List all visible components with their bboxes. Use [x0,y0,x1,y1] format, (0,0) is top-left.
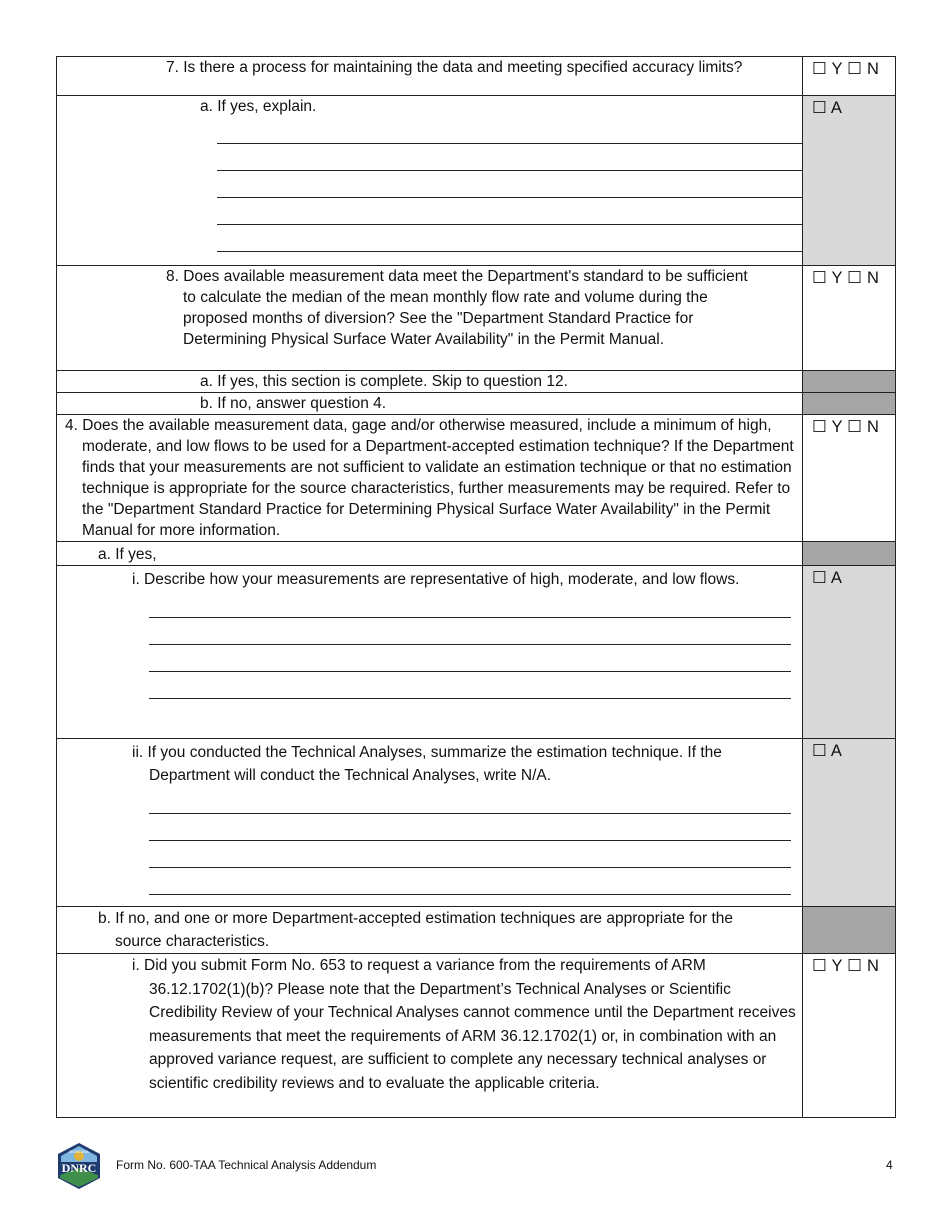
question-7a-answer-checkbox[interactable]: ☐ A [812,99,843,117]
question-4b-i-answer-cell [803,954,896,1118]
question-4-text: 4. Does the available measurement data, gage and/or otherwise measured, include a minimum of high, moderate, and low flows to be used for a Department-accepted estimation technique? If the Department finds that your measurements are not sufficient to validate an estimation technique or that no estimation technique is appropriate for the source characteristics, further measurements may be required. Refer to the "Department Standard Practice for Determining Physical Surface Water Availability" in the Permit Manual for more information. [65,417,794,539]
question-7-cell [57,57,803,96]
question-4b-shaded-cell [803,907,896,954]
answer-line[interactable] [149,591,791,618]
question-8-cell [57,266,803,371]
question-8a-row [57,371,896,393]
question-4b-cell [57,907,803,954]
question-4a-i-cell [57,566,803,739]
question-7-yes-no-checkbox[interactable]: ☐ Y ☐ N [812,60,880,78]
question-4-row [57,415,896,542]
question-4a-cell [57,542,803,566]
question-8b-shaded-cell [803,393,896,415]
question-4b-i-row [57,954,896,1118]
answer-line[interactable] [149,618,791,645]
question-7a-answer-lines[interactable] [217,117,842,252]
question-8b-cell [57,393,803,415]
question-8a-text: a. If yes, this section is complete. Skip to question 12. [200,373,568,390]
question-4a-shaded-cell [803,542,896,566]
footer-form-name: Form No. 600-TAA Technical Analysis Addendum [116,1158,377,1172]
dnrc-logo [55,1142,103,1190]
answer-line[interactable] [217,117,842,144]
question-8a-cell [57,371,803,393]
answer-line[interactable] [149,645,791,672]
question-4a-i-row [57,566,896,739]
answer-line[interactable] [149,868,791,895]
question-8-row [57,266,896,371]
question-7-text: 7. Is there a process for maintaining the data and meeting specified accuracy limits? [166,59,743,76]
question-7-row [57,57,896,96]
question-8-text: 8. Does available measurement data meet the Department's standard to be sufficient to calculate the median of the mean monthly flow rate and volume during the proposed months of diversion? See the "Department Standard Practice for Determining Physical Surface Water Availability" in the Permit Manual. [166,268,748,348]
answer-line[interactable] [217,198,842,225]
question-4b-i-yes-no-checkbox[interactable]: ☐ Y ☐ N [812,957,880,975]
question-7a-row [57,96,896,266]
question-4a-ii-answer-lines[interactable] [149,787,791,895]
question-4a-i-answer-lines[interactable] [149,591,791,699]
answer-line[interactable] [149,841,791,868]
answer-line[interactable] [149,814,791,841]
question-4a-ii-answer-checkbox[interactable]: ☐ A [812,742,843,760]
question-7a-text: a. If yes, explain. [200,98,317,115]
question-8b-text: b. If no, answer question 4. [200,395,387,412]
answer-line[interactable] [149,787,791,814]
logo-main-text: DNRC [61,1161,97,1175]
form-table [56,56,896,1118]
question-8-answer-cell [803,266,896,371]
question-4-yes-no-checkbox[interactable]: ☐ Y ☐ N [812,418,880,436]
question-4b-text: b. If no, and one or more Department-accepted estimation techniques are appropriate for the source characteristics. [98,910,734,950]
answer-line[interactable] [217,171,842,198]
question-4a-ii-answer-cell [803,739,896,907]
question-8-yes-no-checkbox[interactable]: ☐ Y ☐ N [812,269,880,287]
question-4b-i-text: i. Did you submit Form No. 653 to request a variance from the requirements of ARM 36.12.1702(1)(b)? Please note that the Department’s Technical Analyses or Scientific Credibility Review of your Technical Analyses cannot commence until the Department receives measurements that meet the requirements of ARM 36.12.1702(1) or, in combination with an approved variance request, are sufficient to complete any necessary technical analyses or scientific credibility reviews and to evaluate the applicable criteria. [132,957,796,1092]
question-7a-answer-cell [803,96,896,266]
answer-line[interactable] [217,144,842,171]
question-4a-row [57,542,896,566]
question-4a-i-answer-cell [803,566,896,739]
question-4a-i-text: i. Describe how your measurements are representative of high, moderate, and low flows. [132,571,740,588]
question-4a-ii-text: ii. If you conducted the Technical Analyses, summarize the estimation technique. If the Department will conduct the Technical Analyses, write N/A. [132,744,722,784]
question-7a-cell [57,96,803,266]
question-4-answer-cell [803,415,896,542]
question-4-cell [57,415,803,542]
question-4a-ii-row [57,739,896,907]
question-4b-row [57,907,896,954]
question-4b-i-cell [57,954,803,1118]
footer-page-number: 4 [886,1158,893,1172]
question-8a-shaded-cell [803,371,896,393]
answer-line[interactable] [149,672,791,699]
question-4a-text: a. If yes, [98,546,157,563]
answer-line[interactable] [217,225,842,252]
question-7-answer-cell [803,57,896,96]
question-4a-ii-cell [57,739,803,907]
question-4a-i-answer-checkbox[interactable]: ☐ A [812,569,843,587]
question-8b-row [57,393,896,415]
logo-top-text: MONTANA [69,1149,89,1154]
